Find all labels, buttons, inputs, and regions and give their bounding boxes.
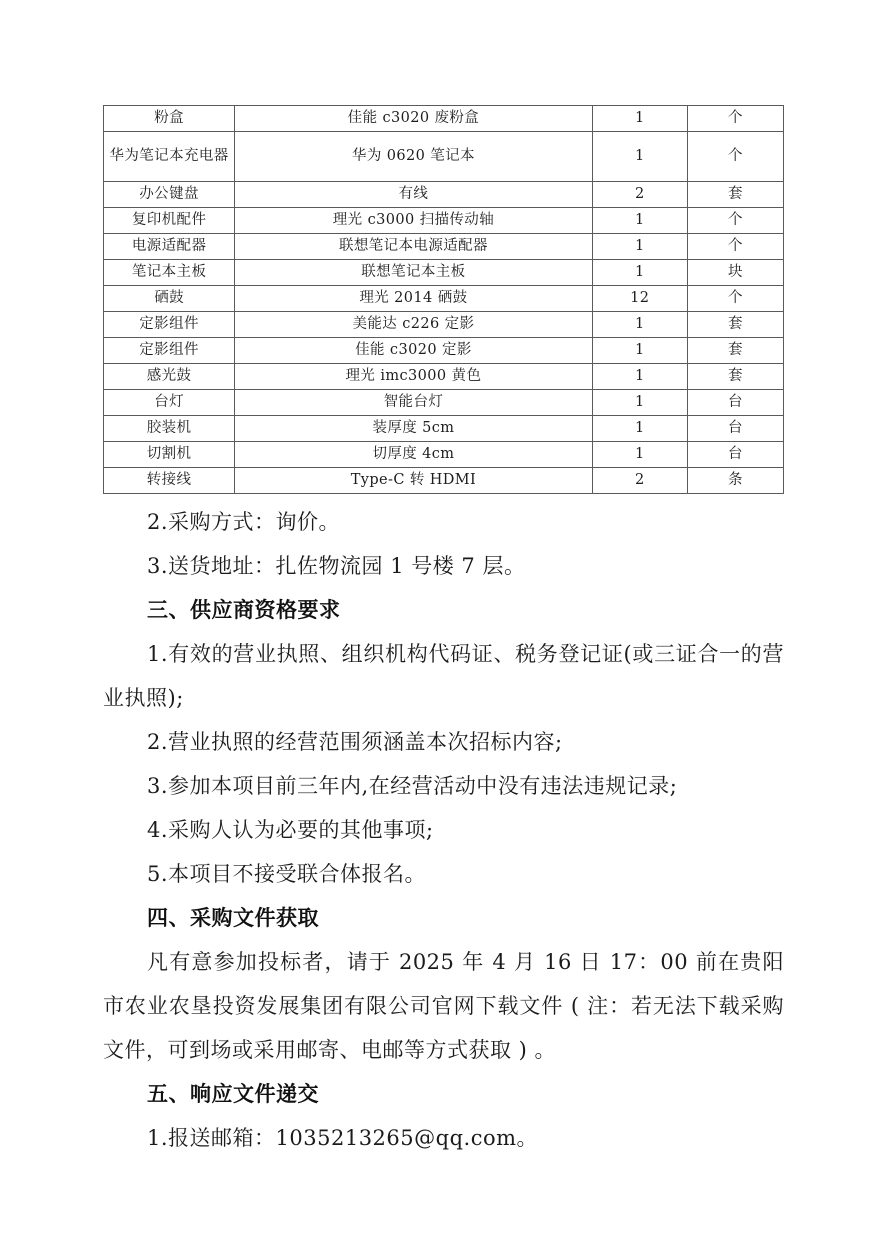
- table-row: [104, 106, 784, 132]
- cell-item-unit: 个: [687, 132, 783, 182]
- table-row: [104, 208, 784, 234]
- cell-item-spec: 理光 c3000 扫描传动轴: [235, 208, 593, 234]
- cell-item-spec: 智能台灯: [235, 390, 593, 416]
- cell-item-qty: 1: [592, 106, 687, 132]
- cell-item-spec: 有线: [235, 182, 593, 208]
- table-row: [104, 390, 784, 416]
- cell-item-unit: 套: [687, 312, 783, 338]
- cell-item-spec: 佳能 c3020 定影: [235, 338, 593, 364]
- cell-item-spec: 美能达 c226 定影: [235, 312, 593, 338]
- cell-item-qty: 2: [592, 468, 687, 494]
- cell-item-name: 定影组件: [104, 312, 235, 338]
- paragraph-purchase-method: 2.采购方式：询价。: [147, 510, 341, 535]
- cell-item-spec: 理光 2014 硒鼓: [235, 286, 593, 312]
- cell-item-qty: 1: [592, 442, 687, 468]
- cell-item-qty: 1: [592, 312, 687, 338]
- paragraph-delivery-address: 3.送货地址：扎佐物流园 1 号楼 7 层。: [147, 554, 526, 579]
- cell-item-name: 粉盒: [104, 106, 235, 132]
- cell-item-name: 硒鼓: [104, 286, 235, 312]
- paragraph-submission-email: 1.报送邮箱：1035213265@qq.com。: [147, 1126, 539, 1151]
- cell-item-qty: 1: [592, 364, 687, 390]
- cell-item-unit: 台: [687, 390, 783, 416]
- cell-item-unit: 台: [687, 442, 783, 468]
- cell-item-spec: 华为 0620 笔记本: [235, 132, 593, 182]
- cell-item-qty: 1: [592, 132, 687, 182]
- cell-item-name: 笔记本主板: [104, 260, 235, 286]
- cell-item-spec: Type-C 转 HDMI: [235, 468, 593, 494]
- cell-item-unit: 台: [687, 416, 783, 442]
- cell-item-qty: 1: [592, 208, 687, 234]
- table-row: [104, 312, 784, 338]
- table-row: [104, 468, 784, 494]
- cell-item-qty: 12: [592, 286, 687, 312]
- cell-item-name: 切割机: [104, 442, 235, 468]
- paragraph-qualification-2: 2.营业执照的经营范围须涵盖本次招标内容;: [147, 730, 563, 755]
- table-row: [104, 338, 784, 364]
- heading-document-acquisition: 四、采购文件获取: [147, 906, 319, 931]
- paragraph-qualification-4: 4.采购人认为必要的其他事项;: [147, 818, 434, 843]
- cell-item-name: 胶装机: [104, 416, 235, 442]
- paragraph-document-acquisition: 凡有意参加投标者，请于 2025 年 4 月 16 日 17：00 前在贵阳市农业农垦投资发展集团有限公司官网下载文件 ( 注：若无法下载采购文件，可到场或采用邮寄、电邮等方式获取 ) 。: [103, 950, 784, 1063]
- cell-item-name: 台灯: [104, 390, 235, 416]
- cell-item-name: 办公键盘: [104, 182, 235, 208]
- heading-response-submission: 五、响应文件递交: [147, 1082, 319, 1107]
- cell-item-qty: 1: [592, 390, 687, 416]
- cell-item-qty: 1: [592, 338, 687, 364]
- table-row: [104, 442, 784, 468]
- procurement-items-table: [103, 105, 784, 494]
- cell-item-unit: 条: [687, 468, 783, 494]
- paragraph-qualification-5: 5.本项目不接受联合体报名。: [147, 862, 427, 887]
- cell-item-unit: 个: [687, 234, 783, 260]
- table-row: [104, 234, 784, 260]
- cell-item-name: 华为笔记本充电器: [104, 132, 235, 182]
- cell-item-name: 复印机配件: [104, 208, 235, 234]
- table-row: [104, 286, 784, 312]
- cell-item-unit: 个: [687, 286, 783, 312]
- cell-item-spec: 装厚度 5cm: [235, 416, 593, 442]
- table-row: [104, 132, 784, 182]
- paragraph-qualification-3: 3.参加本项目前三年内,在经营活动中没有违法违规记录;: [147, 774, 678, 799]
- table-row: [104, 416, 784, 442]
- cell-item-unit: 个: [687, 106, 783, 132]
- cell-item-name: 电源适配器: [104, 234, 235, 260]
- cell-item-spec: 佳能 c3020 废粉盒: [235, 106, 593, 132]
- cell-item-unit: 套: [687, 364, 783, 390]
- paragraph-qualification-1: 1.有效的营业执照、组织机构代码证、税务登记证(或三证合一的营业执照);: [103, 642, 784, 711]
- cell-item-spec: 联想笔记本主板: [235, 260, 593, 286]
- cell-item-name: 定影组件: [104, 338, 235, 364]
- table-row: [104, 260, 784, 286]
- cell-item-name: 转接线: [104, 468, 235, 494]
- cell-item-spec: 联想笔记本电源适配器: [235, 234, 593, 260]
- table-row: [104, 364, 784, 390]
- table-row: [104, 182, 784, 208]
- cell-item-spec: 切厚度 4cm: [235, 442, 593, 468]
- cell-item-spec: 理光 imc3000 黄色: [235, 364, 593, 390]
- cell-item-qty: 2: [592, 182, 687, 208]
- cell-item-unit: 套: [687, 338, 783, 364]
- cell-item-qty: 1: [592, 416, 687, 442]
- cell-item-unit: 块: [687, 260, 783, 286]
- cell-item-unit: 个: [687, 208, 783, 234]
- document-content: [103, 105, 784, 1160]
- heading-supplier-qualification: 三、供应商资格要求: [147, 598, 341, 623]
- cell-item-qty: 1: [592, 234, 687, 260]
- cell-item-qty: 1: [592, 260, 687, 286]
- cell-item-unit: 套: [687, 182, 783, 208]
- cell-item-name: 感光鼓: [104, 364, 235, 390]
- table-body: [104, 106, 784, 494]
